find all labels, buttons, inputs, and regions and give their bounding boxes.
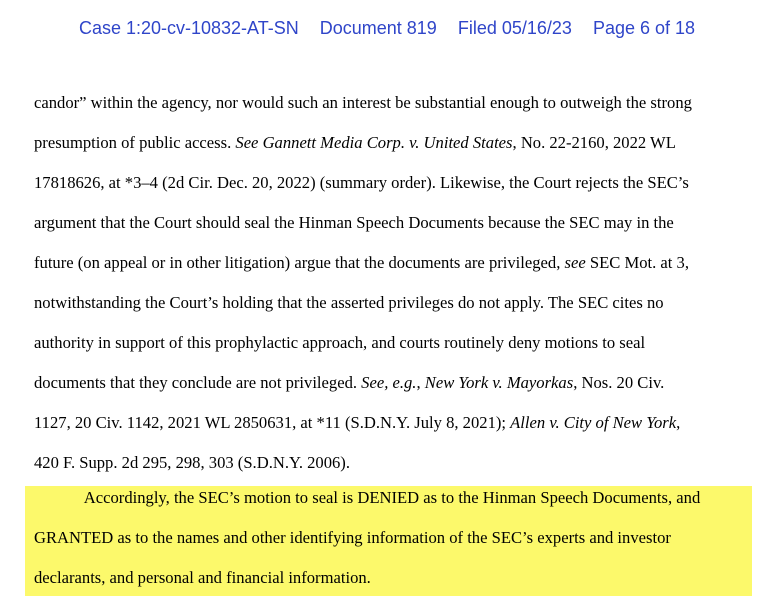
text-run: , Nos. 20 Civ. (573, 373, 665, 392)
text-run: , (676, 413, 681, 432)
text-run: SEC Mot. at 3, (585, 253, 689, 272)
text-line (34, 83, 692, 123)
text-run: , No. 22-2160, 2022 WL (512, 133, 676, 152)
text-run: documents that they conclude are not privileged. (34, 373, 362, 392)
text-line (34, 283, 664, 323)
text-line (34, 123, 676, 163)
text-run: declarants, and personal and financial information. (34, 568, 371, 587)
filed-date: Filed 05/16/23 (457, 18, 572, 38)
document-number: Document 819 (319, 18, 437, 38)
citation-italic: see (564, 253, 586, 272)
text-line (34, 363, 664, 403)
citation-italic: See, e.g. (361, 373, 417, 392)
case-header (0, 18, 774, 39)
text-line (34, 203, 674, 243)
citation-italic: New York v. Mayorkas (424, 373, 574, 392)
citation-italic: Allen v. City of New York (510, 413, 677, 432)
text-run: authority in support of this prophylactic approach, and courts routinely deny motions to seal (34, 333, 646, 352)
text-line (34, 518, 671, 558)
text-line (34, 323, 645, 363)
text-run: GRANTED as to the names and other identifying information of the SEC’s experts and investor (34, 528, 671, 547)
citation-italic: See Gannett Media Corp. v. United States (235, 133, 513, 152)
text-line (34, 403, 680, 443)
text-run: Accordingly, the SEC’s motion to seal is DENIED as to the Hinman Speech Documents, and (34, 488, 701, 507)
text-line (34, 243, 689, 283)
page-number: Page 6 of 18 (592, 18, 696, 38)
text-run: 1127, 20 Civ. 1142, 2021 WL 2850631, at *11 (S.D.N.Y. July 8, 2021); (34, 413, 511, 432)
text-run: future (on appeal or in other litigation) argue that the documents are privileged, (34, 253, 565, 272)
text-line (34, 558, 371, 598)
text-run: argument that the Court should seal the Hinman Speech Documents because the SEC may in the (34, 213, 674, 232)
text-run: , (416, 373, 425, 392)
text-line (34, 478, 700, 518)
text-run: presumption of public access. (34, 133, 236, 152)
text-line (34, 163, 689, 203)
text-run: notwithstanding the Court’s holding that the asserted privileges do not apply. The SEC cites no (34, 293, 664, 312)
text-run: candor” within the agency, nor would such an interest be substantial enough to outweigh the strong (34, 93, 692, 112)
text-line (34, 443, 350, 483)
text-run: 420 F. Supp. 2d 295, 298, 303 (S.D.N.Y. 2006). (34, 453, 350, 472)
case-number: Case 1:20-cv-10832-AT-SN (78, 18, 299, 38)
text-run: 17818626, at *3–4 (2d Cir. Dec. 20, 2022) (summary order). Likewise, the Court rejects the SEC’s (34, 173, 689, 192)
